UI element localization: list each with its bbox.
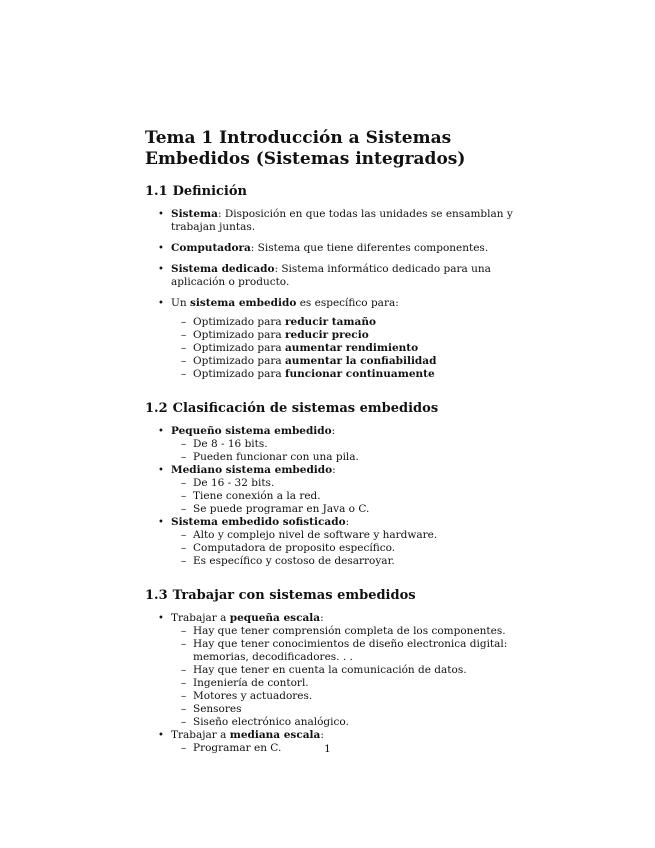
item-prefix: Optimizado para bbox=[193, 368, 285, 380]
term: Sistema embedido sofisticado bbox=[171, 516, 346, 528]
item-prefix: Optimizado para bbox=[193, 342, 285, 354]
term: reducir tamaño bbox=[285, 316, 376, 328]
document-title: Tema 1 Introducción a Sistemas Embedidos (Sistemas integrados) bbox=[145, 128, 466, 169]
term: Computadora bbox=[171, 242, 251, 254]
section-title: Clasificación de sistemas embedidos bbox=[172, 401, 439, 416]
sublist-item bbox=[171, 316, 515, 329]
term: Mediano sistema embedido bbox=[171, 464, 333, 476]
item-text: es específico para: bbox=[296, 297, 399, 309]
section-number: 1.2 bbox=[145, 401, 168, 416]
item-prefix: Optimizado para bbox=[193, 329, 285, 341]
item-text: : Sistema informático dedicado para una aplicación o producto. bbox=[171, 263, 491, 288]
sublist bbox=[171, 438, 515, 464]
section-title: Trabajar con sistemas embedidos bbox=[172, 588, 416, 603]
sublist bbox=[171, 316, 515, 381]
section-number: 1.1 bbox=[145, 184, 168, 199]
section-heading-trabajar bbox=[145, 588, 515, 604]
sublist-item bbox=[171, 368, 515, 381]
sublist-item: – Sensores bbox=[171, 703, 515, 716]
term: Sistema bbox=[171, 208, 218, 220]
sublist-item: – De 16 - 32 bits. bbox=[171, 477, 515, 490]
page-number: 1 bbox=[324, 743, 331, 755]
item-text: : Sistema que tiene diferentes componentes. bbox=[250, 242, 489, 254]
sublist-item: – Ingeniería de contorl. bbox=[171, 677, 515, 690]
sublist bbox=[171, 529, 515, 568]
list-item bbox=[145, 425, 515, 464]
list-item bbox=[145, 612, 515, 729]
item-prefix: Optimizado para bbox=[193, 355, 285, 367]
item-prefix: Optimizado para bbox=[193, 316, 285, 328]
item-text: : bbox=[331, 425, 336, 437]
sublist-item: – Programar en C. bbox=[171, 742, 515, 755]
sublist-item: – Motores y actuadores. bbox=[171, 690, 515, 703]
term: reducir precio bbox=[285, 329, 369, 341]
sublist bbox=[171, 625, 515, 729]
list-item bbox=[145, 242, 515, 255]
term: aumentar rendimiento bbox=[285, 342, 419, 354]
sublist bbox=[171, 477, 515, 516]
list-item bbox=[145, 297, 515, 381]
item-text: : bbox=[332, 464, 336, 476]
item-text: : bbox=[345, 516, 350, 528]
term: Sistema dedicado bbox=[171, 263, 275, 275]
sublist-item: – De 8 - 16 bits. bbox=[171, 438, 515, 451]
list-item bbox=[145, 263, 515, 289]
sublist-item bbox=[171, 342, 515, 355]
term: funcionar continuamente bbox=[285, 368, 435, 380]
classification-list bbox=[145, 425, 515, 568]
item-text: : bbox=[320, 612, 324, 624]
item-text: : Disposición en que todas las unidades se ensamblan y trabajan juntas. bbox=[171, 208, 513, 233]
item-prefix: Trabajar a bbox=[171, 729, 230, 741]
sublist-item: – Se puede programar en Java o C. bbox=[171, 503, 515, 516]
sublist-item: – Siseño electrónico analógico. bbox=[171, 716, 515, 729]
term: aumentar la confiabilidad bbox=[285, 355, 437, 367]
sublist-item: – Alto y complejo nivel de software y hardware. bbox=[171, 529, 515, 542]
list-item bbox=[145, 208, 515, 234]
sublist-item: – Hay que tener comprensión completa de los componentes. bbox=[171, 625, 515, 638]
sublist-item bbox=[171, 329, 515, 342]
definition-list bbox=[145, 208, 515, 381]
sublist-item: – Hay que tener en cuenta la comunicación de datos. bbox=[171, 664, 515, 677]
sublist-item: – Pueden funcionar con una pila. bbox=[171, 451, 515, 464]
work-list bbox=[145, 612, 515, 755]
term: Pequeño sistema embedido bbox=[171, 425, 332, 437]
section-title: Definición bbox=[172, 184, 247, 199]
term: mediana escala bbox=[229, 729, 321, 741]
sublist-item: – Hay que tener conocimientos de diseño electronica digital: memorias, decodificadores. . . bbox=[171, 638, 515, 664]
term: sistema embedido bbox=[189, 297, 297, 309]
sublist-item: – Computadora de proposito específico. bbox=[171, 542, 515, 555]
item-prefix: Trabajar a bbox=[171, 612, 230, 624]
section-heading-clasificacion bbox=[145, 401, 515, 417]
list-item bbox=[145, 516, 515, 568]
sublist-item bbox=[171, 355, 515, 368]
document-page bbox=[145, 128, 515, 775]
section-number: 1.3 bbox=[145, 588, 168, 603]
sublist-item: – Es específico y costoso de desarroyar. bbox=[171, 555, 515, 568]
section-heading-definicion bbox=[145, 184, 515, 200]
item-prefix: Un bbox=[171, 297, 190, 309]
list-item bbox=[145, 464, 515, 516]
term: pequeña escala bbox=[229, 612, 321, 624]
sublist-item: – Tiene conexión a la red. bbox=[171, 490, 515, 503]
item-text: : bbox=[320, 729, 324, 741]
